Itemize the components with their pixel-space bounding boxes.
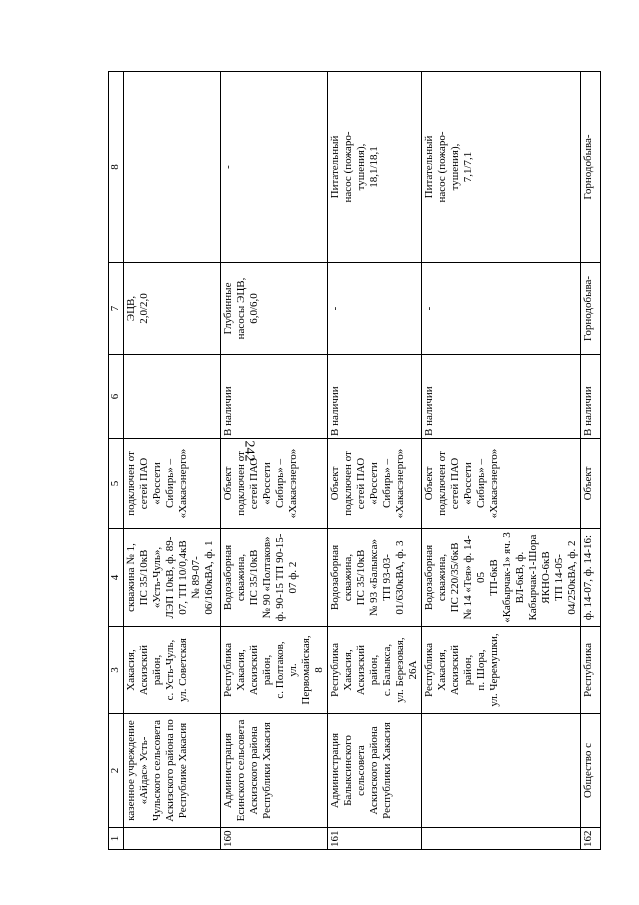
organization-cell: Администрация Балыксинского сельсовета Аскизского района Республики Хакасия: [328, 714, 422, 828]
equipment-cell: -: [328, 263, 422, 355]
address-cell: Республика Хакасия, Аскизский район, с. Полтаков, ул. Первомайская, 8: [221, 627, 328, 714]
row-number-cell: 162: [581, 828, 601, 850]
address-cell: Республика Хакасия, Аскизский район, с. Балыкса, ул. Березовая, 26А: [328, 627, 422, 714]
data-table: [108, 71, 601, 850]
table-row: [422, 72, 581, 850]
fire-pump-cell: -: [221, 72, 328, 263]
equipment-cell: ЭЦВ, 2,0/2,0: [124, 263, 221, 355]
object-cell: Водозаборная скважина, ПС 35/10кВ № 93 «Балыкса» ТП 93-03- 01/630кВА, ф. 3: [328, 529, 422, 627]
header-cell: 4: [109, 529, 124, 627]
header-row: [109, 72, 124, 850]
connection-cell: Объект подключен от сетей ПАО «Россети Сибирь» – «Хакасэнерго»: [422, 439, 581, 529]
connection-cell: Объект подключен от сетей ПАО «Россети Сибирь» – «Хакасэнерго»: [221, 439, 328, 529]
header-cell: 6: [109, 355, 124, 439]
object-cell: Водозаборная скважина, ПС 35/10кВ № 90 «Полтаков» ф. 90-15 ТП 90-15- 07 ф. 2: [221, 529, 328, 627]
availability-cell: В наличии: [422, 355, 581, 439]
header-cell: 7: [109, 263, 124, 355]
table-row: [581, 72, 601, 850]
availability-cell: В наличии: [581, 355, 601, 439]
table-row: [221, 72, 328, 850]
connection-cell: Объект: [581, 439, 601, 529]
table-row: [328, 72, 422, 850]
row-number-cell: 160: [221, 828, 328, 850]
row-number-cell: [124, 828, 221, 850]
fire-pump-cell: Питательный насос (пожаро- тушения), 7,1/7,1: [422, 72, 581, 263]
equipment-cell: Глубинные насосы ЭЦВ, 6,0/6,0: [221, 263, 328, 355]
row-number-cell: 161: [328, 828, 422, 850]
header-cell: 8: [109, 72, 124, 263]
organization-cell: казенное учреждение «Айдас» Усть- Чульского сельсовета Аскизского района по Республике Хакасия: [124, 714, 221, 828]
organization-cell: [422, 714, 581, 828]
organization-cell: Администрация Есинского сельсовета Аскизского района Республики Хакасия: [221, 714, 328, 828]
table-row: [124, 72, 221, 850]
address-cell: Республика: [581, 627, 601, 714]
object-cell: Водозаборная скважина, ПС 220/35/6кВ № 14 «Тея» ф. 14- 05 ТП-6кВ «Кабырчак-1» яч. 3 ВЛ-6кВ, ф. Кабырчак-1-Шора ЯКНО-6кВ ТП 14-05- 04/250кВА, ф. 2: [422, 529, 581, 627]
fire-pump-cell: Питательный насос (пожаро- тушения), 18,1/18,1: [328, 72, 422, 263]
object-cell: скважина № 1, ПС 35/10кВ «Усть-Чуль», ЛЭП 10кВ, ф. 89- 07, ТП 10/0,4кВ № 89-07- 06/160кВА, ф. 1: [124, 529, 221, 627]
object-cell: ф. 14-07, ф. 14-16:: [581, 529, 601, 627]
connection-cell: Объект подключен от сетей ПАО «Россети Сибирь» – «Хакасэнерго»: [328, 439, 422, 529]
availability-cell: В наличии: [328, 355, 422, 439]
header-cell: 3: [109, 627, 124, 714]
organization-cell: Общество с: [581, 714, 601, 828]
header-cell: 2: [109, 714, 124, 828]
address-cell: Хакасия, Аскизский район, с. Усть-Чуль, ул. Советская: [124, 627, 221, 714]
fire-pump-cell: Горнодобыва-: [581, 72, 601, 263]
row-number-cell: [422, 828, 581, 850]
equipment-cell: Горнодобыва-: [581, 263, 601, 355]
fire-pump-cell: [124, 72, 221, 263]
header-cell: 1: [109, 828, 124, 850]
rotated-table-container: [108, 72, 632, 850]
page-number: 242: [241, 440, 257, 462]
address-cell: Республика Хакасия, Аскизский район, п. Шора, ул. Черемушки,: [422, 627, 581, 714]
connection-cell: подключен от сетей ПАО «Россети Сибирь» – «Хакасэнерго»: [124, 439, 221, 529]
availability-cell: [124, 355, 221, 439]
equipment-cell: -: [422, 263, 581, 355]
header-cell: 5: [109, 439, 124, 529]
availability-cell: В наличии: [221, 355, 328, 439]
